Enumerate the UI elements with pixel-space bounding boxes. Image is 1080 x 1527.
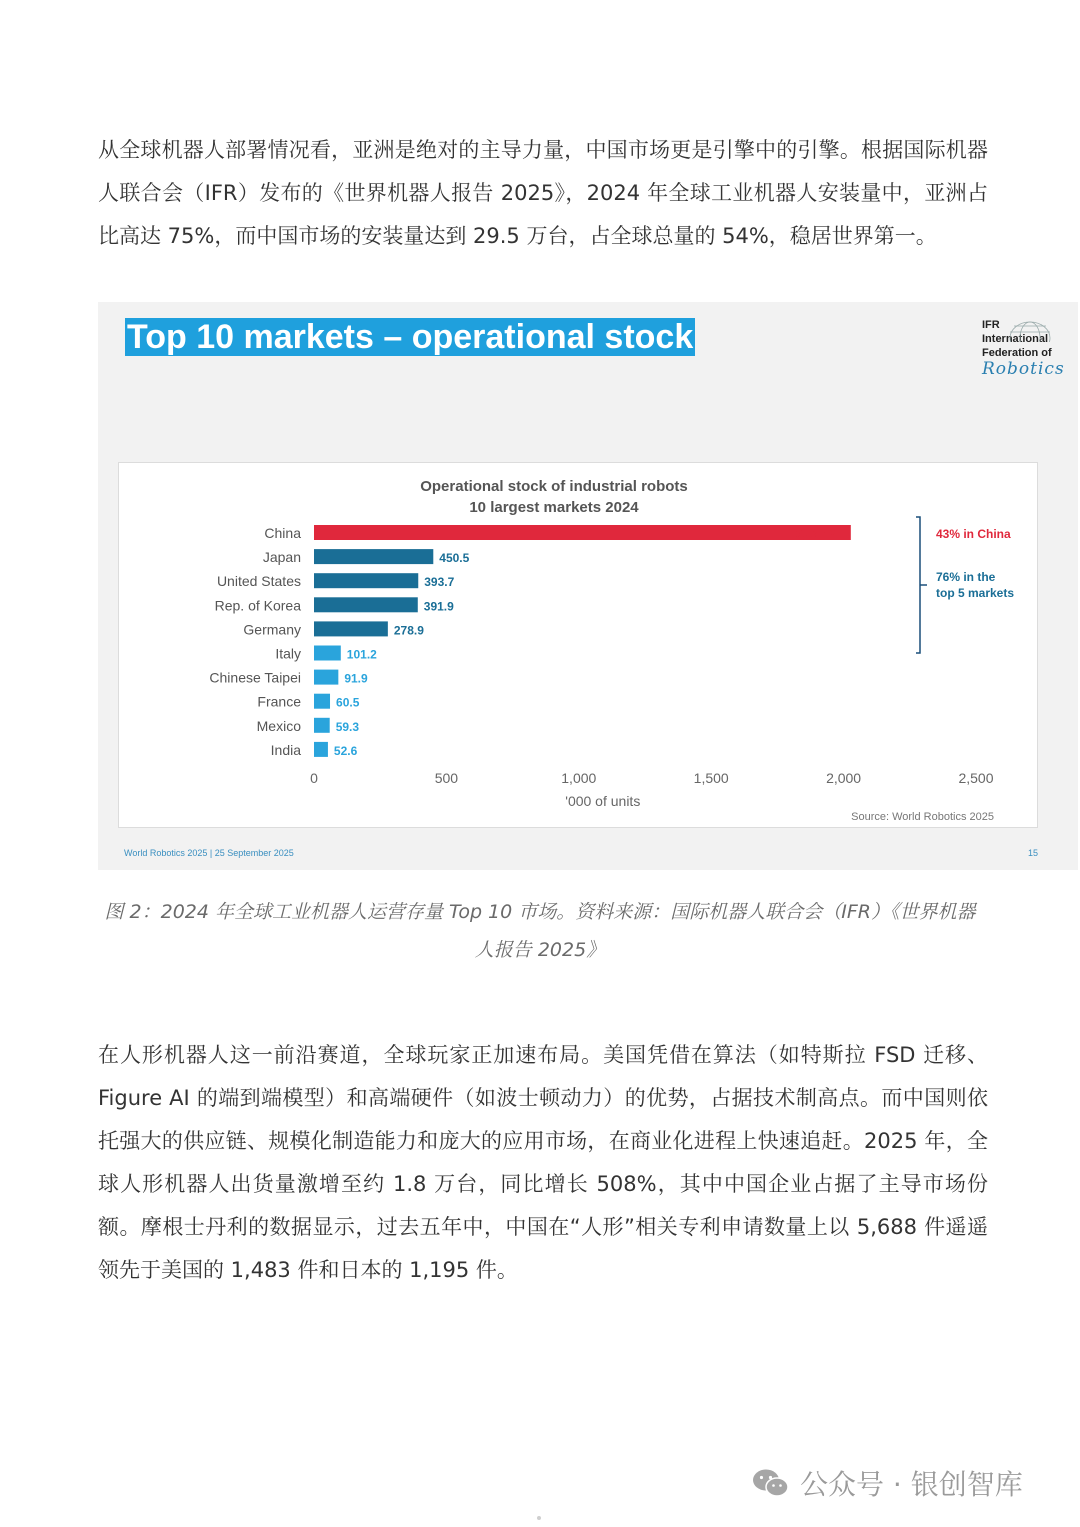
globe-icon [1006, 318, 1054, 342]
x-axis-label: '000 of units [565, 793, 641, 809]
bar [314, 718, 330, 733]
data-label: 391.9 [423, 599, 454, 614]
slide-figure [98, 302, 1078, 870]
tick-label: 0 [310, 770, 318, 786]
chart-subtitle: 10 largest markets 2024 [469, 499, 639, 516]
bar-chart [119, 463, 1037, 827]
bar [314, 549, 433, 564]
bar [314, 742, 328, 757]
annotation-china: 43% in China [936, 527, 1011, 541]
category-label: France [257, 693, 301, 710]
category-label: Chinese Taipei [209, 669, 301, 686]
annotation-top5-line1: 76% in the [936, 570, 996, 584]
bar [314, 670, 338, 685]
category-label: United States [216, 573, 301, 590]
logo-line-robotics: Robotics [982, 359, 1065, 379]
category-label: Japan [262, 549, 301, 566]
page-dot [537, 1516, 541, 1520]
slide-title: Top 10 markets – operational stock [127, 318, 694, 356]
data-label: 450.5 [439, 551, 470, 566]
tick-label: 1,500 [693, 770, 729, 786]
figure-caption: 图 2：2024 年全球工业机器人运营存量 Top 10 市场。资料来源：国际机器人联合会（IFR）《世界机器人报告 2025》 [104, 901, 976, 961]
bar [314, 573, 418, 588]
bar [314, 597, 418, 612]
category-label: India [270, 741, 301, 758]
chart-source: Source: World Robotics 2025 [851, 811, 994, 823]
annotation-top5-line2: top 5 markets [936, 586, 1015, 600]
bar [314, 694, 330, 709]
slide-page-number: 15 [1027, 848, 1038, 858]
intro-paragraph: 从全球机器人部署情况看，亚洲是绝对的主导力量，中国市场更是引擎中的引擎。根据国际机器人联合会（IFR）发布的《世界机器人报告 2025》，2024 年全球工业机器人安装量中，亚洲占比高达 75%，而中国市场的安装量达到 29.5 万台，占全球总量的 54%，稳居世界第一。 [98, 138, 988, 248]
data-label: 52.6 [333, 743, 358, 758]
watermark [752, 1462, 1023, 1504]
bar [314, 621, 388, 636]
category-label: Italy [275, 645, 301, 662]
category-label: China [264, 525, 301, 541]
logo-line-federation: Federation of [982, 347, 1052, 359]
ifr-logo [982, 318, 1077, 384]
category-label: Germany [243, 621, 301, 638]
slide-footer-source: World Robotics 2025 | 25 September 2025 [124, 848, 294, 858]
chart-panel [118, 462, 1038, 828]
wechat-icon [752, 1468, 790, 1498]
data-label: 278.9 [393, 623, 424, 638]
data-label: 101.2 [346, 647, 377, 662]
data-label: 60.5 [336, 695, 360, 710]
data-label: 91.9 [344, 671, 368, 686]
tick-label: 2,000 [826, 770, 862, 786]
chart-title: Operational stock of industrial robots [420, 478, 688, 495]
watermark-text: 公众号 · 银创智库 [800, 1468, 1023, 1501]
logo-line-international: International [982, 333, 1049, 345]
bar [314, 646, 341, 661]
category-label: Mexico [256, 717, 301, 734]
category-label: Rep. of Korea [214, 597, 301, 614]
data-label: 59.3 [335, 719, 360, 734]
data-label: 393.7 [424, 575, 455, 590]
tick-label: 500 [434, 770, 459, 786]
humanoid-paragraph: 在人形机器人这一前沿赛道，全球玩家正加速布局。美国凭借在算法（如特斯拉 FSD 迁移、Figure AI 的端到端模型）和高端硬件（如波士顿动力）的优势，占据技术制高点。而中国则依托强大的供应链、规模化制造能力和庞大的应用市场，在商业化进程上快速追赶。2025 年，全球人形机器人出货量激增至约 1.8 万台，同比增长 508%，其中中国企业占据了主导市场份额。摩根士丹利的数据显示，过去五年中，中国在“人形”相关专利申请数量上以 5,688 件遥遥领先于美国的 1,483 件和日本的 1,195 件。 [98, 1043, 988, 1282]
logo-line-ifr: IFR [982, 319, 1000, 331]
tick-label: 1,000 [561, 770, 597, 786]
tick-label: 2,500 [958, 770, 994, 786]
bar [314, 525, 851, 540]
data-label: 2,027.2 [795, 527, 836, 541]
top5-bracket [916, 517, 920, 653]
